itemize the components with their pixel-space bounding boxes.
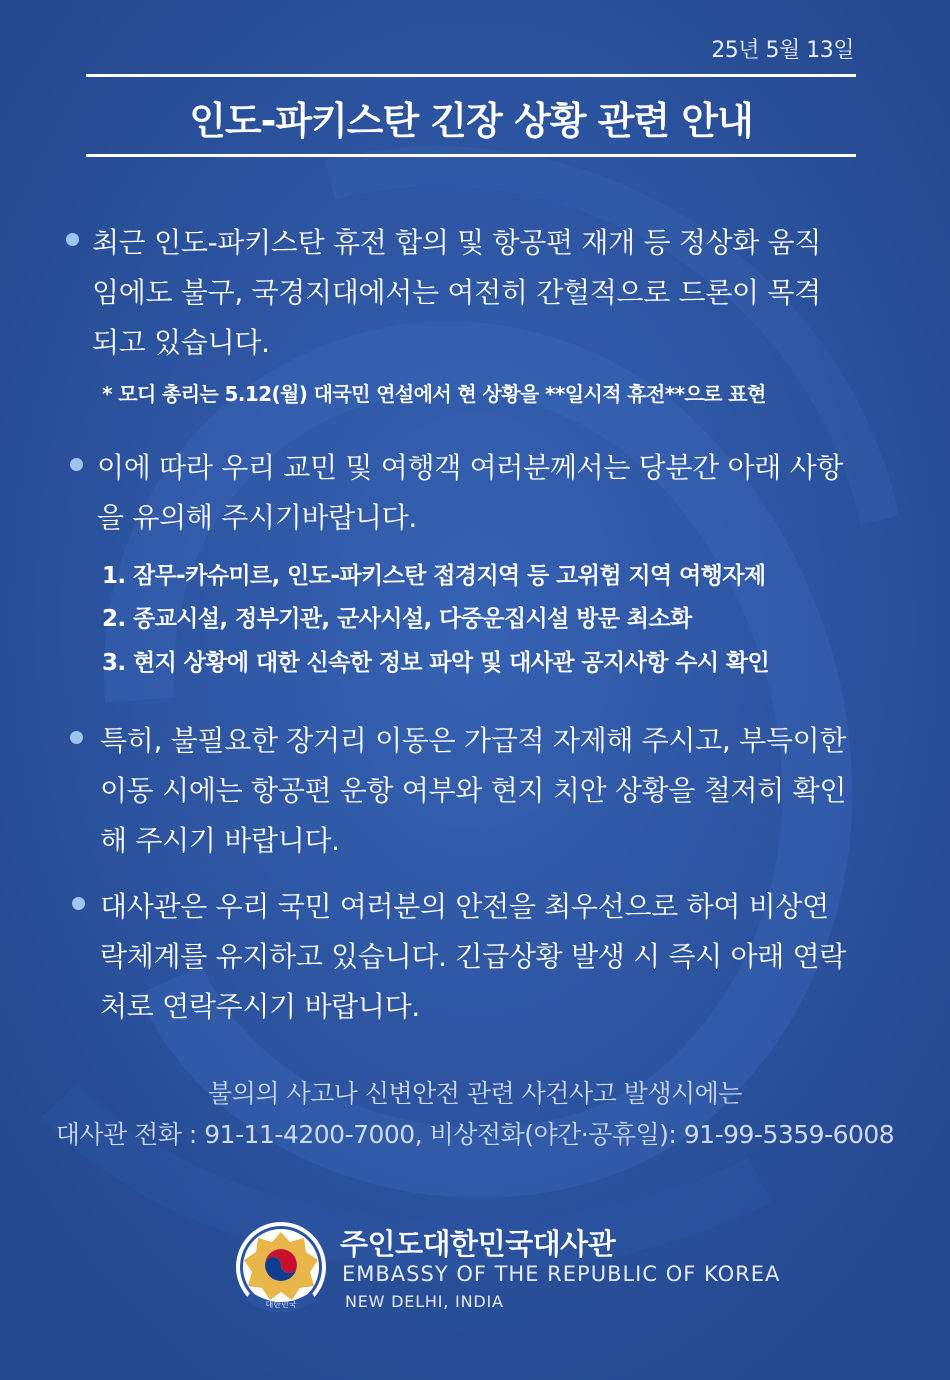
paragraph-line: 락체계를 유지하고 있습니다. 긴급상황 발생 시 즉시 아래 연락 [100,940,847,973]
paragraph-line: 대사관은 우리 국민 여러분의 안전을 최우선으로 하여 비상연 [100,890,829,923]
paragraph-line: 최근 인도-파키스탄 휴전 합의 및 항공편 재개 등 정상화 움직 [92,226,822,259]
paragraph-line: 해 주시기 바랍니다. [100,824,340,857]
paragraph-line: 이에 따라 우리 교민 및 여행객 여러분께서는 당분간 아래 사항 [97,451,844,484]
notice-title: 인도-파키스탄 긴장 상황 관련 안내 [189,99,753,143]
bullet-dot-icon [70,458,83,471]
embassy-name-korean: 주인도대한민국대사관 [340,1227,616,1261]
title-top-rule [86,74,856,77]
title-bottom-rule [86,154,856,157]
embassy-name-english: EMBASSY OF THE REPUBLIC OF KOREA [342,1262,781,1286]
paragraph-line: 을 유의해 주시기바랍니다. [97,501,418,534]
notice-date: 25년 5월 13일 [711,38,854,63]
advisory-item: 2. 종교시설, 정부기관, 군사시설, 다중운집시설 방문 최소화 [102,606,692,632]
korea-national-emblem-icon [234,1220,328,1314]
embassy-city: NEW DELHI, INDIA [345,1292,504,1311]
bullet-dot-icon [70,731,83,744]
advisory-item: 3. 현지 상황에 대한 신속한 정보 파악 및 대사관 공지사항 수시 확인 [102,650,770,676]
emblem-lettering: 대한민국 [265,1300,297,1309]
advisory-item: 1. 잠무-카슈미르, 인도-파키스탄 접경지역 등 고위험 지역 여행자제 [102,563,766,589]
paragraph-line: 특히, 불필요한 장거리 이동은 가급적 자제해 주시고, 부득이한 [100,724,847,757]
contact-phones: 대사관 전화 : 91-11-4200-7000, 비상전화(야간·공휴일): 91-99-5359-6008 [55,1120,895,1149]
footnote: * 모디 총리는 5.12(월) 대국민 연설에서 현 상황을 **일시적 휴전**으로 표현 [102,382,766,406]
bullet-dot-icon [66,233,79,246]
paragraph-line: 되고 있습니다. [92,326,270,359]
contact-intro: 불의의 사고나 신변안전 관련 사건사고 발생시에는 [208,1079,742,1108]
bullet-dot-icon [72,897,85,910]
paragraph-line: 이동 시에는 항공편 운항 여부와 현지 치안 상황을 철저히 확인 [100,774,847,807]
paragraph-line: 처로 연락주시기 바랍니다. [100,990,421,1023]
paragraph-line: 임에도 불구, 국경지대에서는 여전히 간헐적으로 드론이 목격 [92,276,821,309]
